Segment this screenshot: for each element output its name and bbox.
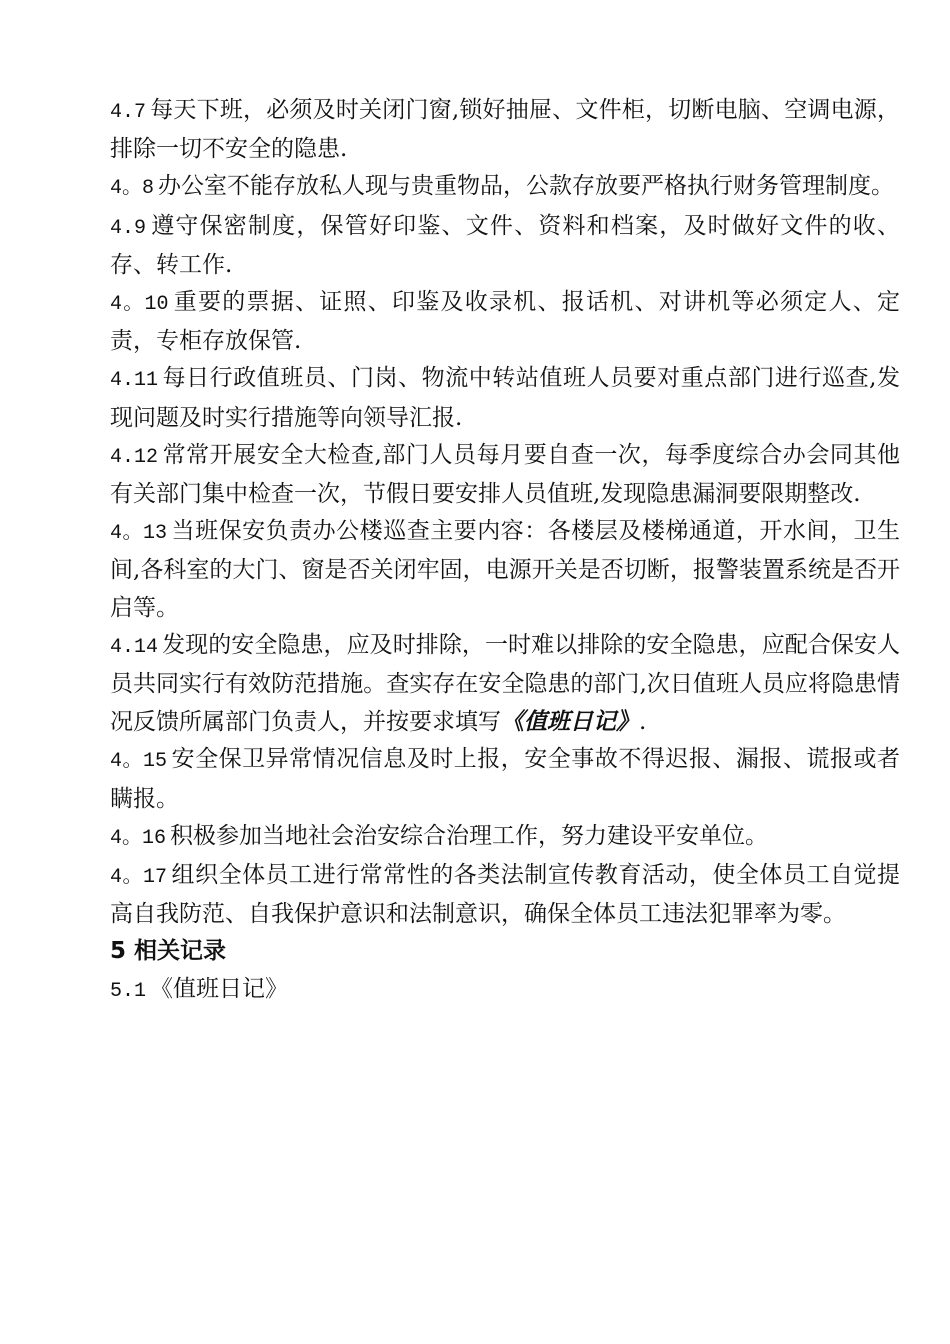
clause-number: 4.9 bbox=[110, 216, 147, 240]
section-title: 相关记录 bbox=[134, 938, 227, 965]
clause-4-17 bbox=[110, 857, 900, 933]
clause-4-14 bbox=[110, 627, 900, 742]
clause-text: 办公室不能存放私人现与贵重物品，公款存放要严格执行财务管理制度。 bbox=[158, 173, 895, 200]
clause-number: 4。8 bbox=[110, 177, 155, 201]
clause-text: 常常开展安全大检查,部门人员每月要自查一次，每季度综合办会同其他有关部门集中检查一次，节假日要安排人员值班,发现隐患漏洞要限期整改. bbox=[110, 441, 900, 508]
clause-4-10 bbox=[110, 284, 900, 360]
record-item bbox=[110, 971, 900, 1010]
clause-4-13 bbox=[110, 513, 900, 627]
clause-number: 4。13 bbox=[110, 522, 168, 546]
section-number: 5 bbox=[110, 938, 127, 965]
clause-number: 4.14 bbox=[110, 635, 159, 659]
clause-text: 组织全体员工进行常常性的各类法制宣传教育活动，使全体员工自觉提高自我防范、自我保护意识和法制意识，确保全体员工违法犯罪率为零。 bbox=[110, 862, 901, 928]
document-page bbox=[110, 92, 900, 1010]
clause-text: 积极参加当地社会治安综合治理工作，努力建设平安单位。 bbox=[170, 822, 769, 849]
clause-number: 4。16 bbox=[110, 826, 167, 850]
clause-4-11 bbox=[110, 360, 900, 436]
clause-4-8 bbox=[110, 168, 900, 207]
clause-number: 4。17 bbox=[110, 866, 168, 890]
clause-text: 遵守保密制度，保管好印鉴、文件、资料和档案，及时做好文件的收、存、转工作. bbox=[110, 212, 900, 278]
section-heading bbox=[110, 933, 900, 970]
clause-number: 4.7 bbox=[110, 101, 147, 124]
clause-4-9 bbox=[110, 208, 900, 284]
record-number: 5.1 bbox=[110, 979, 147, 1003]
clause-text: 安全保卫异常情况信息及时上报，安全事故不得迟报、漏报、谎报或者瞒报。 bbox=[110, 746, 901, 812]
clause-tail: . bbox=[639, 709, 647, 736]
clause-text: 每日行政值班员、门岗、物流中转站值班人员要对重点部门进行巡查,发现问题及时实行措施等向领导汇报. bbox=[110, 365, 900, 431]
clause-text: 发现的安全隐患，应及时排除，一时难以排除的安全隐患，应配合保安人员共同实行有效防范措施。查实存在安全隐患的部门,次日值班人员应将隐患情况反馈所属部门负责人，并按要求填写 bbox=[110, 631, 900, 736]
clause-4-16 bbox=[110, 818, 900, 857]
record-text: 《值班日记》 bbox=[150, 975, 289, 1002]
clause-4-12 bbox=[110, 437, 900, 513]
clause-number: 4。10 bbox=[110, 293, 169, 317]
clause-4-15 bbox=[110, 741, 900, 817]
clause-text: 每天下班，必须及时关闭门窗,锁好抽屉、文件柜，切断电脑、空调电源，排除一切不安全的隐患. bbox=[110, 97, 900, 163]
duty-log-emphasis: 《值班日记》 bbox=[501, 708, 639, 736]
clause-number: 4.12 bbox=[110, 445, 159, 469]
clause-text: 当班保安负责办公楼巡查主要内容：各楼层及楼梯通道，开水间，卫生间,各科室的大门、窗是否关闭牢固，电源开关是否切断，报警装置系统是否开启等。 bbox=[110, 518, 901, 621]
clause-text: 重要的票据、证照、印鉴及收录机、报话机、对讲机等必须定人、定责，专柜存放保管. bbox=[110, 289, 901, 355]
clause-number: 4。15 bbox=[110, 750, 168, 774]
clause-number: 4.11 bbox=[110, 369, 159, 393]
clause-4-7 bbox=[110, 92, 900, 168]
